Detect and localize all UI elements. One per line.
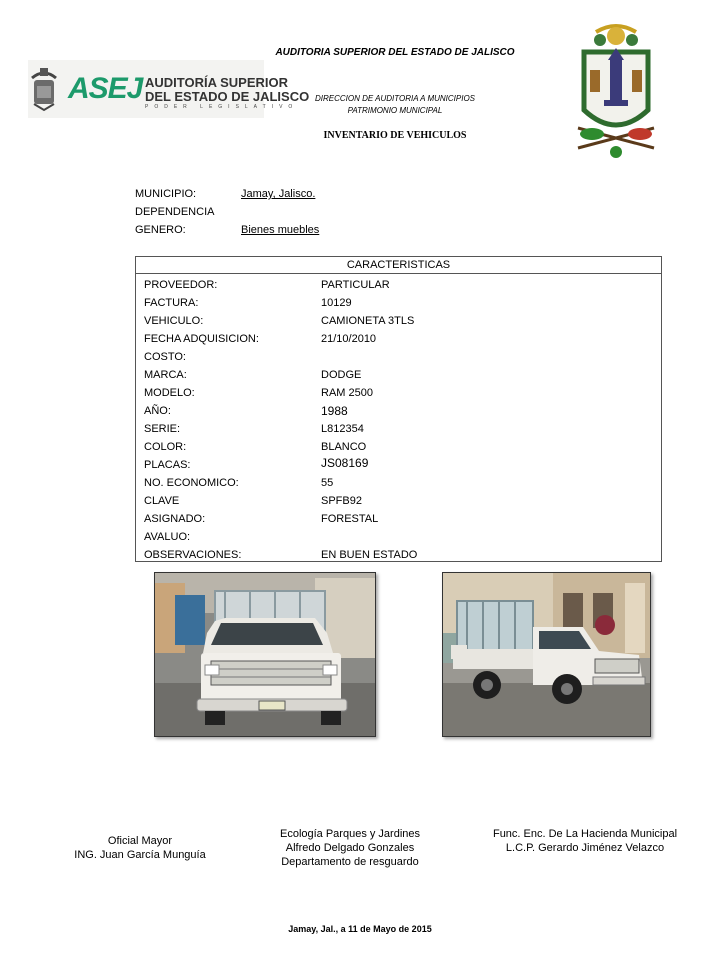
municipio-value: Jamay, Jalisco. (241, 188, 316, 200)
row-value: DODGE (321, 369, 362, 381)
signature-title: Oficial Mayor (107, 835, 173, 847)
table-row (144, 528, 654, 546)
table-row (144, 510, 654, 528)
row-label: MODELO: (144, 387, 195, 399)
characteristics-heading: CARACTERISTICAS (136, 257, 661, 274)
table-row (144, 384, 654, 402)
signature-name: Alfredo Delgado Gonzales (285, 842, 415, 854)
genero-value: Bienes muebles (241, 224, 320, 236)
table-row (144, 330, 654, 348)
header-subtitle-line-1: DIRECCION DE AUDITORIA A MUNICIPIOS (314, 94, 475, 103)
jamay-municipal-seal-icon (570, 22, 662, 160)
row-value: RAM 2500 (321, 387, 373, 399)
row-value: 55 (321, 477, 334, 489)
table-row (144, 420, 654, 438)
jalisco-seal-icon (28, 66, 60, 112)
signature-title: Ecología Parques y Jardines (279, 828, 421, 840)
asej-line-3: PODER LEGISLATIVO (145, 104, 299, 110)
row-label: AÑO: (144, 405, 171, 417)
header-subtitle-line-2: PATRIMONIO MUNICIPAL (347, 106, 443, 115)
row-label: NO. ECONOMICO: (144, 477, 239, 489)
asej-line-2: DEL ESTADO DE JALISCO (145, 89, 310, 104)
row-label: PROVEEDOR: (144, 279, 218, 291)
white-pickup-truck-three-quarter-icon (443, 573, 651, 737)
header-subtitle (270, 93, 520, 117)
row-value: PARTICULAR (321, 279, 390, 291)
row-label: VEHICULO: (144, 315, 204, 327)
row-label: ASIGNADO: (144, 513, 206, 525)
signature-ecologia (250, 827, 450, 869)
table-row (144, 492, 654, 510)
dependencia-label: DEPENDENCIA (135, 206, 215, 218)
row-value: SPFB92 (321, 495, 362, 507)
row-label: SERIE: (144, 423, 181, 435)
municipio-label: MUNICIPIO: (135, 188, 197, 200)
row-label: FECHA ADQUISICION: (144, 333, 259, 345)
truck-side-photo (442, 572, 651, 737)
white-pickup-truck-front-icon (155, 573, 376, 737)
truck-front-photo (154, 572, 376, 737)
row-label: COSTO: (144, 351, 186, 363)
asej-acronym: ASEJ (68, 72, 143, 105)
row-label: COLOR: (144, 441, 187, 453)
signature-department: Departamento de resguardo (281, 856, 419, 868)
document-date: Jamay, Jal., a 11 de Mayo de 2015 (288, 924, 432, 934)
row-value: 21/10/2010 (321, 333, 377, 345)
signature-oficial-mayor (40, 834, 240, 862)
asej-line-1: AUDITORÍA SUPERIOR (145, 75, 289, 90)
table-row (144, 312, 654, 330)
row-label: OBSERVACIONES: (144, 549, 242, 561)
genero-label: GENERO: (135, 224, 186, 236)
table-row (144, 546, 654, 564)
document-title: INVENTARIO DE VEHICULOS (323, 130, 467, 141)
header-title: AUDITORIA SUPERIOR DEL ESTADO DE JALISCO (275, 47, 515, 58)
table-row (144, 294, 654, 312)
row-value: EN BUEN ESTADO (321, 549, 418, 561)
signature-hacienda (465, 827, 705, 855)
row-label: MARCA: (144, 369, 187, 381)
table-row (144, 276, 654, 294)
table-row (144, 474, 654, 492)
table-row (144, 438, 654, 456)
signature-name: ING. Juan García Munguía (74, 849, 206, 861)
signature-name: L.C.P. Gerardo Jiménez Velazco (505, 842, 665, 854)
table-row (144, 402, 654, 420)
row-value: CAMIONETA 3TLS (321, 315, 415, 327)
municipio-row (135, 188, 315, 200)
row-label: PLACAS: (144, 459, 191, 471)
table-row (144, 366, 654, 384)
row-label: FACTURA: (144, 297, 199, 309)
row-label: CLAVE (144, 495, 180, 507)
characteristics-table (135, 256, 662, 562)
signature-title: Func. Enc. De La Hacienda Municipal (492, 828, 678, 840)
row-value: BLANCO (321, 441, 367, 453)
row-value: JS08169 (321, 456, 369, 470)
asej-logo (28, 60, 310, 118)
row-value: FORESTAL (321, 513, 379, 525)
dependencia-row (135, 206, 241, 218)
table-row (144, 456, 654, 474)
table-row (144, 348, 654, 366)
row-value: L812354 (321, 423, 364, 435)
genero-row (135, 224, 319, 236)
row-label: AVALUO: (144, 531, 191, 543)
row-value: 1988 (321, 404, 348, 418)
row-value: 10129 (321, 297, 352, 309)
